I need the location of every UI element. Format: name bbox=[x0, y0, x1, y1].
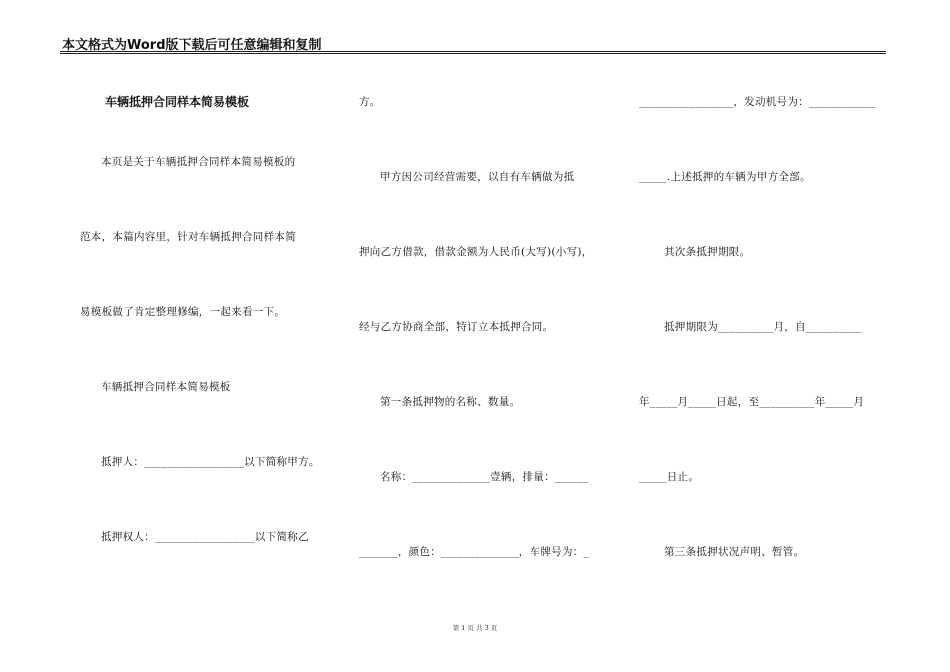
page-number: 第 1 页 共 3 页 bbox=[452, 624, 498, 632]
paragraph-line: 本页是关于车辆抵押合同样本简易模板的 bbox=[101, 156, 296, 168]
paragraph-line: 经与乙方协商全部，特订立本抵押合同。 bbox=[359, 321, 554, 333]
paragraph-line: 抵押期限为__________月，自__________ bbox=[664, 321, 862, 333]
paragraph-line: 第一条抵押物的名称、数量。 bbox=[380, 396, 521, 408]
column-2 bbox=[340, 0, 630, 672]
paragraph-line: 车辆抵押合同样本简易模板 bbox=[101, 381, 231, 393]
paragraph-line: 范本，本篇内容里，针对车辆抵押合同样本简 bbox=[80, 231, 296, 243]
paragraph-line: 易模板做了肯定整理修编，一起来看一下。 bbox=[80, 306, 286, 318]
paragraph-line: 其次条抵押期限。 bbox=[664, 246, 751, 258]
paragraph-line: _____.上述抵押的车辆为甲方全部。 bbox=[639, 171, 811, 183]
paragraph-line: _______，颜色：______________，车牌号为：_ bbox=[359, 546, 590, 558]
paragraph-line: _________________，发动机号为：____________ bbox=[639, 96, 876, 108]
paragraph-line: 押向乙方借款，借款金额为人民币(大写)(小写)， bbox=[359, 246, 593, 258]
paragraph-line: 第三条抵押状况声明、暂管。 bbox=[664, 546, 805, 558]
column-1 bbox=[0, 0, 330, 672]
paragraph-line: 抵押人：__________________以下简称甲方。 bbox=[101, 456, 320, 468]
paragraph-line: _____日止。 bbox=[639, 471, 700, 483]
paragraph-line: 甲方因公司经营需要，以自有车辆做为抵 bbox=[380, 171, 575, 183]
paragraph-line: 年_____月_____日起，至__________年_____月 bbox=[639, 396, 865, 408]
paragraph-line: 名称：______________壹辆，排量：______ bbox=[380, 471, 589, 483]
document-title: 车辆抵押合同样本简易模板 bbox=[105, 95, 250, 109]
paragraph-line: 抵押权人：__________________以下简称乙 bbox=[101, 531, 309, 543]
document-header: 本文格式为Word版下载后可任意编辑和复制 bbox=[62, 38, 322, 53]
paragraph-line: 方。 bbox=[359, 96, 381, 108]
column-3 bbox=[620, 0, 920, 672]
